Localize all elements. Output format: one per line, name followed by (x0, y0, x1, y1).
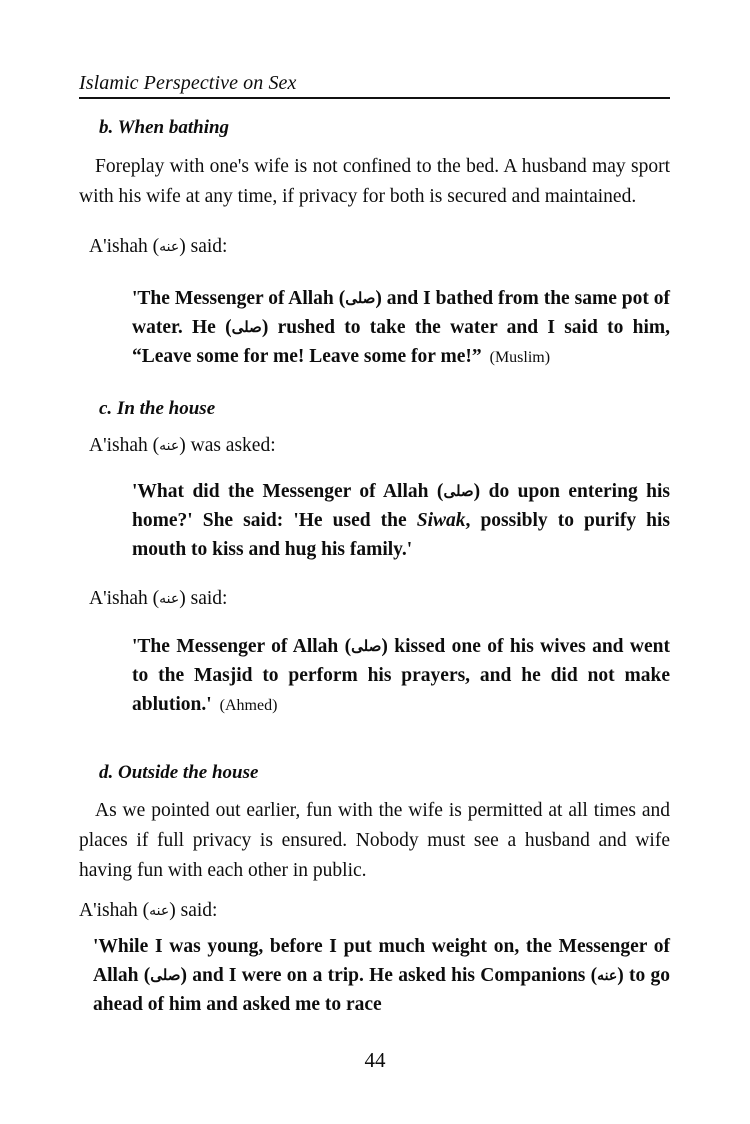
quote-italic-siwak: Siwak (416, 509, 466, 531)
page-number: 44 (364, 1048, 386, 1072)
speaker-verb: said: (190, 587, 228, 609)
section-heading-c: c. In the house (99, 397, 216, 419)
quote-attribution-muslim: (Muslim) (489, 348, 551, 366)
speaker-verb: was asked: (190, 434, 276, 456)
radiyallahu-anha-icon: عنه (159, 438, 180, 454)
quote-text-3: ) rushed to take the water and I said to him, “Leave some for me! Leave some for me!” (132, 316, 670, 367)
radiyallahu-anha-icon: عنه (159, 239, 180, 255)
section-heading-b: b. When bathing (99, 117, 230, 138)
section-b-quote (132, 284, 670, 372)
speaker-verb: said: (180, 900, 218, 922)
sallallahu-alayhi-wasallam-icon: صلى (345, 290, 376, 307)
section-b-speaker-line: A'ishah (عنه) said: (89, 235, 228, 257)
sallallahu-alayhi-wasallam-icon: صلى (150, 968, 181, 985)
speaker-name: A'ishah (89, 587, 148, 609)
section-d-speaker-line: A'ishah (عنه) said: (79, 900, 218, 922)
radiyallahu-anhum-icon: عنه (597, 969, 618, 985)
section-c-quote-2 (132, 632, 670, 720)
quote-text-1: 'What did the Messenger of Allah ( (132, 480, 444, 502)
quote-attribution-ahmed: (Ahmed) (219, 696, 278, 714)
sallallahu-alayhi-wasallam-icon: صلى (231, 319, 262, 336)
section-c-speaker-line-2: A'ishah (عنه) said: (89, 587, 228, 609)
quote-text-3: , possibly to purify his mouth to kiss and hug his family.' (132, 509, 670, 560)
quote-text-2: ) and I bathed from the same pot of water. He ( (132, 287, 670, 338)
section-b-paragraph: Foreplay with one's wife is not confined to the bed. A husband may sport with his wife at any time, if privacy for both is secured and maintained. (79, 155, 670, 207)
quote-text-1: 'The Messenger of Allah ( (132, 635, 352, 657)
sallallahu-alayhi-wasallam-icon: صلى (351, 638, 382, 655)
quote-text-2: ) and I were on a trip. He asked his Companions ( (180, 965, 598, 987)
section-d-quote (93, 932, 670, 1019)
speaker-name: A'ishah (79, 900, 138, 922)
section-heading-d: d. Outside the house (99, 761, 259, 783)
quote-text-1: 'The Messenger of Allah ( (132, 287, 346, 309)
quote-text-1: 'While I was young, before I put much weight on, the Messenger of Allah ( (93, 936, 670, 987)
running-header-title: Islamic Perspective on Sex (79, 72, 297, 94)
page-content (79, 0, 670, 1019)
speaker-name: A'ishah (89, 434, 148, 456)
radiyallahu-anha-icon: عنه (149, 904, 170, 920)
section-c-quote-1 (132, 477, 670, 564)
section-c-speaker-line-1: A'ishah (عنه) was asked: (89, 434, 276, 456)
radiyallahu-anha-icon: عنه (159, 591, 180, 607)
sallallahu-alayhi-wasallam-icon: صلى (443, 483, 474, 500)
quote-text-2: ) kissed one of his wives and went to the Masjid to perform his prayers, and he did not make ablution.' (132, 635, 671, 715)
speaker-verb: said: (190, 235, 228, 257)
speaker-name: A'ishah (89, 235, 148, 257)
quote-text-2: ) do upon entering his home?' She said: 'He used the (132, 480, 670, 531)
section-d-paragraph: As we pointed out earlier, fun with the wife is permitted at all times and places if full privacy is ensured. Nobody must see a husband and wife having fun with each other in public. (79, 800, 670, 882)
quote-text-3: ) to go ahead of him and asked me to race (93, 965, 670, 1016)
